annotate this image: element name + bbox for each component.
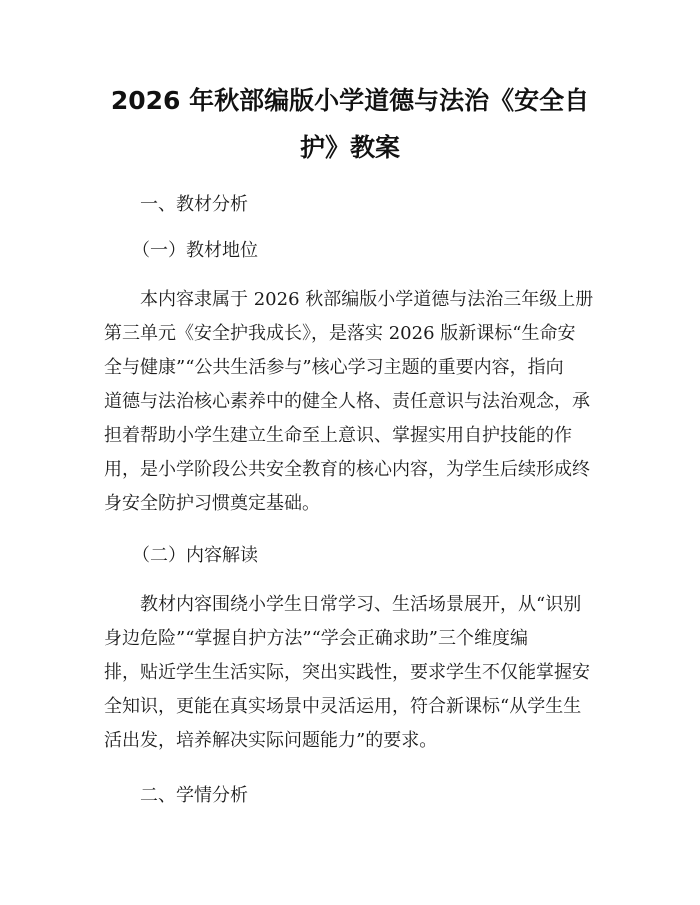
paragraph-line: 第三单元《安全护我成长》，是落实 2026 版新课标“生命安 [104,323,576,344]
paragraph-line: 担着帮助小学生建立生命至上意识、掌握实用自护技能的作 [104,425,572,446]
paragraph-line: 教材内容围绕小学生日常学习、生活场景展开，从“识别 [140,594,582,615]
paragraph-line: 身边危险”“掌握自护方法”“学会正确求助”三个维度编 [104,628,529,649]
subsection-heading-content-interpretation: （二）内容解读 [132,545,258,566]
section-heading-textbook-analysis: 一、教材分析 [140,194,248,215]
paragraph-textbook-status [104,283,604,521]
section-heading-learner-analysis: 二、学情分析 [140,785,248,806]
paragraph-line: 全知识，更能在真实场景中灵活运用，符合新课标“从学生生 [104,696,582,717]
document-title-line-1: 2026 年秋部编版小学道德与法治《安全自 [110,86,590,115]
paragraph-line: 活出发，培养解决实际问题能力”的要求。 [104,730,438,751]
paragraph-line: 排，贴近学生生活实际，突出实践性，要求学生不仅能掌握安 [104,662,590,683]
paragraph-content-interpretation [104,588,604,758]
paragraph-line: 本内容隶属于 2026 秋部编版小学道德与法治三年级上册 [140,289,594,310]
paragraph-line: 道德与法治核心素养中的健全人格、责任意识与法治观念，承 [104,391,590,412]
subsection-heading-textbook-status: （一）教材地位 [132,240,258,261]
document-title-line-2: 护》教案 [299,133,400,162]
paragraph-line: 身安全防护习惯奠定基础。 [104,493,320,514]
paragraph-line: 全与健康”“公共生活参与”核心学习主题的重要内容，指向 [104,357,564,378]
paragraph-line: 用，是小学阶段公共安全教育的核心内容，为学生后续形成终 [104,459,590,480]
